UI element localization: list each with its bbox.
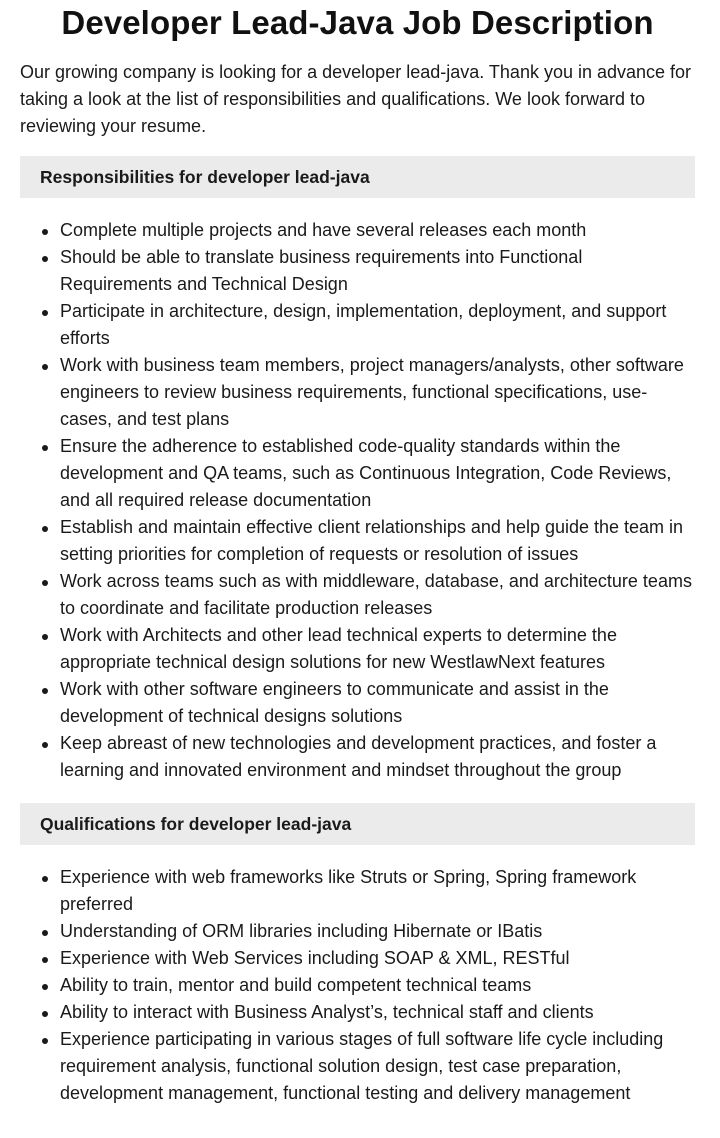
bullet-icon — [42, 742, 48, 748]
responsibilities-heading: Responsibilities for developer lead-java — [20, 156, 695, 198]
list-item-text: Should be able to translate business requirements into Functional Requirements and Technical Design — [60, 247, 583, 294]
qualifications-heading: Qualifications for developer lead-java — [20, 803, 695, 845]
list-item-text: Keep abreast of new technologies and development practices, and foster a learning and innovated environment and mindset throughout the group — [60, 733, 657, 780]
list-item — [60, 514, 698, 568]
list-item — [60, 217, 698, 244]
list-item — [60, 1026, 698, 1107]
bullet-icon — [42, 1011, 48, 1017]
list-item — [60, 864, 698, 918]
bullet-icon — [42, 256, 48, 262]
bullet-icon — [42, 310, 48, 316]
list-item-text: Work with other software engineers to communicate and assist in the development of technical designs solutions — [60, 679, 609, 726]
bullet-icon — [42, 445, 48, 451]
list-item-text: Ability to train, mentor and build competent technical teams — [60, 975, 532, 995]
list-item — [60, 945, 698, 972]
list-item-text: Complete multiple projects and have several releases each month — [60, 220, 587, 240]
bullet-icon — [42, 957, 48, 963]
responsibilities-list — [20, 217, 698, 784]
bullet-icon — [42, 1038, 48, 1044]
list-item — [60, 568, 698, 622]
bullet-icon — [42, 688, 48, 694]
intro-paragraph: Our growing company is looking for a developer lead-java. Thank you in advance for taking a look at the list of responsibilities and qualifications. We look forward to reviewing your resume. — [20, 62, 692, 136]
list-item — [60, 999, 698, 1026]
bullet-icon — [42, 229, 48, 235]
bullet-icon — [42, 984, 48, 990]
list-item-text: Understanding of ORM libraries including Hibernate or IBatis — [60, 921, 543, 941]
list-item — [60, 352, 698, 433]
list-item-text: Experience participating in various stages of full software life cycle including requirement analysis, functional solution design, test case preparation, development management, functional testing and delivery management — [60, 1029, 664, 1103]
list-item-text: Experience with Web Services including SOAP & XML, RESTful — [60, 948, 570, 968]
list-item-text: Work with Architects and other lead technical experts to determine the appropriate technical design solutions for new WestlawNext features — [60, 625, 617, 672]
list-item-text: Ensure the adherence to established code-quality standards within the development and QA teams, such as Continuous Integration, Code Reviews, and all required release documentation — [60, 436, 672, 510]
list-item — [60, 433, 698, 514]
list-item — [60, 244, 698, 298]
list-item-text: Ability to interact with Business Analyst’s, technical staff and clients — [60, 1002, 594, 1022]
list-item — [60, 918, 698, 945]
bullet-icon — [42, 526, 48, 532]
bullet-icon — [42, 580, 48, 586]
bullet-icon — [42, 364, 48, 370]
list-item — [60, 730, 698, 784]
list-item-text: Work with business team members, project managers/analysts, other software engineers to review business requirements, functional specifications, use-cases, and test plans — [60, 355, 684, 429]
bullet-icon — [42, 930, 48, 936]
qualifications-list — [20, 864, 698, 1107]
list-item — [60, 622, 698, 676]
list-item-text: Work across teams such as with middleware, database, and architecture teams to coordinate and facilitate production releases — [60, 571, 692, 618]
list-item-text: Participate in architecture, design, implementation, deployment, and support efforts — [60, 301, 667, 348]
list-item-text: Establish and maintain effective client relationships and help guide the team in setting priorities for completion of requests or resolution of issues — [60, 517, 684, 564]
bullet-icon — [42, 876, 48, 882]
list-item-text: Experience with web frameworks like Struts or Spring, Spring framework preferred — [60, 867, 637, 914]
bullet-icon — [42, 634, 48, 640]
list-item — [60, 298, 698, 352]
list-item — [60, 972, 698, 999]
list-item — [60, 676, 698, 730]
page-title: Developer Lead-Java Job Description — [61, 4, 654, 41]
